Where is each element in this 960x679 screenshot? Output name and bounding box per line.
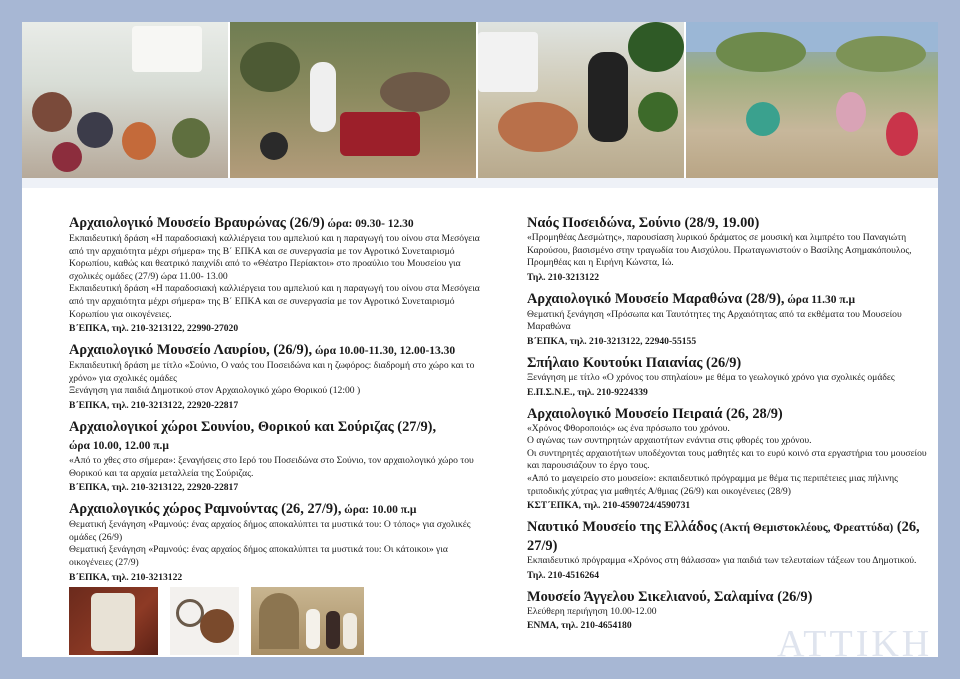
event-text: Θεματική ξενάγηση «Πρόσωπα και Ταυτότητες της Αρχαιότητας από τα εκθέματα του Μουσείου Μαραθώνα (527, 308, 902, 333)
photo-classroom (22, 22, 228, 178)
photo-workshop (478, 22, 684, 178)
event-title: Αρχαιολογικό Μουσείο Βραυρώνας (26/9) ώρα: 09.30- 12.30 (69, 215, 414, 231)
event-text: Οι συντηρητές αρχαιοτήτων υποδέχονται τους μαθητές και το ευρύ κοινό στα εργαστήρια του μουσείου και παρουσιάζουν το έργο τους. (527, 447, 927, 472)
event-text: Ελεύθερη περιήγηση 10.00-12.00 (527, 605, 657, 617)
event-contact: ΚΣΤ΄ΕΠΚΑ, τηλ. 210-4590724/4590731 (527, 500, 691, 512)
event-lavrio (69, 341, 484, 412)
event-contact: Τηλ. 210-4516264 (527, 569, 600, 581)
event-contact: Β΄ΕΠΚΑ, τηλ. 210-3213122 (69, 571, 183, 583)
event-sounio-thoriko (69, 418, 484, 494)
event-title: Σπήλαιο Κουτούκι Παιανίας (26/9) (527, 354, 742, 371)
left-edge (0, 0, 22, 679)
event-text: «Από το μαγειρείο στο μουσείο»: εκπαιδευτικό πρόγραμμα με θέμα τις περιπέτειες μιας πήλινης τριποδικής χύτρας για μαθητές Α/θμιας (26/9) και οικογένειες (28/9) (527, 472, 898, 497)
event-text: Εκπαιδευτική δράση με τίτλο «Σούνιο, Ο ναός του Ποσειδώνα και η ζωφόρος: διαδρομή στο χώρο και το χρόνο» για σχολικές ομάδες (69, 360, 475, 384)
photo-theatre-performance (230, 22, 476, 178)
event-text: Εκπαιδευτικό πρόγραμμα «Χρόνος στη θάλασσα» για παιδιά των τελευταίων τάξεων του Δημοτικού. (527, 555, 917, 567)
event-contact: Β΄ΕΠΚΑ, τηλ. 210-3213122, 22990-27020 (69, 323, 239, 335)
event-text: Εκπαιδευτική δράση «Η παραδοσιακή καλλιέργεια του αμπελιού και η παραγωγή του οίνου στα Μεσόγεια από την αρχαιότητα μέχρι σήμερα» της Β΄ ΕΠΚΑ και σε συνεργασία με τον Αγροτικό Συνεταιρισμό Κορωπίου για οικογένειες. (69, 283, 480, 320)
event-vravrona (69, 214, 484, 335)
thumbnail-marble-relief (69, 587, 158, 655)
event-title: Ναός Ποσειδώνα, Σούνιο (28/9, 19.00) (527, 215, 760, 231)
event-text: Ξενάγηση για παιδιά Δημοτικού στον Αρχαιολογικό χώρο Θορικού (12:00 ) (69, 385, 361, 397)
thumbnail-museum-performance (251, 587, 364, 655)
event-title: Αρχαιολογικό Μουσείο Λαυρίου, (26/9), ώρα 10.00-11.30, 12.00-13.30 (69, 342, 456, 359)
event-piraeus-museum (527, 405, 932, 513)
event-text: Εκπαιδευτική δράση «Η παραδοσιακή καλλιέργεια του αμπελιού και η παραγωγή του οίνου στα Μεσόγεια από την αρχαιότητα μέχρι σήμερα» της Β΄ ΕΠΚΑ και σε συνεργασία με τον Αγροτικό Συνεταιρισμό Κορωπίου, καθώς και θεατρικό παιχνίδι από το «Θέατρο Περίακτοι» στο προαύλιο του Μουσείου για σχολικές ομάδες (27/9) ώρα 11.00- 13.00 (69, 233, 480, 282)
event-ramnous (69, 500, 484, 583)
thumbnail-iron-shackles (170, 587, 239, 655)
event-marathon (527, 290, 932, 348)
divider-strip (22, 178, 938, 188)
event-text: «Από το χθες στο σήμερα»: ξεναγήσεις στο Ιερό του Ποσειδώνα στο Σούνιο, τον αρχαιολογικό χώρο του Θορικού και τα αρχαία μεταλλεία της Σούριζας. (69, 454, 474, 479)
event-title: Αρχαιολογικοί χώροι Σουνίου, Θορικού και Σούριζας (27/9), ώρα 10.00, 12.00 π.μ (69, 418, 437, 452)
event-title: Μουσείο Άγγελου Σικελιανού, Σαλαμίνα (26/9) (527, 588, 813, 605)
event-title: Αρχαιολογικό Μουσείο Πειραιά (26, 28/9) (527, 405, 783, 422)
event-naval-museum (527, 518, 932, 582)
left-column (69, 214, 484, 590)
top-band (0, 0, 960, 22)
event-contact: Β΄ΕΠΚΑ, τηλ. 210-3213122, 22920-22817 (69, 399, 239, 411)
photo-archaeological-site (686, 22, 938, 178)
event-contact: Ε.Π.Σ.Ν.Ε., τηλ. 210-9224339 (527, 386, 648, 398)
event-title: Αρχαιολογικό Μουσείο Μαραθώνα (28/9), ώρα 11.30 π.μ (527, 290, 856, 307)
right-column (527, 214, 932, 638)
event-text: «Προμηθέας Δεσμώτης», παρουσίαση λυρικού δράματος σε μουσική και λιμπρέτο του Παναγιώτη Καρούσου, βασισμένο στην τραγωδία του Αισχύλου. Πρωταγωνιστούν ο Βασίλης Ασημακόπουλος, Προμηθέας και η Ειρήνη Κώνστα, Ιώ. (527, 232, 912, 269)
event-poseidon-temple (527, 214, 932, 284)
event-koutouki-cave (527, 354, 932, 399)
right-edge (938, 0, 960, 679)
event-text: Θεματική ξενάγηση «Ραμνούς: ένας αρχαίος δήμος αποκαλύπτει τα μυστικά του: Ο τόπος» για σχολικές ομάδες (26/9) (69, 519, 471, 543)
event-contact: Β΄ΕΠΚΑ, τηλ. 210-3213122, 22920-22817 (69, 482, 239, 494)
event-title: Αρχαιολογικός χώρος Ραμνούντας (26, 27/9), ώρα: 10.00 π.μ (69, 501, 417, 518)
event-title: Ναυτικό Μουσείο της Ελλάδος (Ακτή Θεμιστοκλέους, Φρεαττύδα) (26, 27/9) (527, 519, 920, 555)
event-text: «Χρόνος Φθοροποιός» ως ένα πρόσωπο του χρόνου. (527, 422, 730, 434)
event-text: Ο αγώνας των συντηρητών αρχαιοτήτων ενάντια στις φθορές του χρόνου. (527, 435, 812, 447)
region-label: ΑΤΤΙΚΗ (777, 623, 933, 665)
event-contact: ΕΝΜΑ, τηλ. 210-4654180 (527, 620, 632, 632)
event-text: Ξενάγηση με τίτλο «Ο χρόνος του σπηλαίου» με θέμα το γεωλογικό χρόνο για σχολικές ομάδες (527, 371, 895, 383)
event-contact: Τηλ. 210-3213122 (527, 271, 600, 283)
event-text: Θεματική ξενάγηση «Ραμνούς: ένας αρχαίος δήμος αποκαλύπτει τα μυστικά του: Οι κάτοικοι» για οικογένειες (27/9) (69, 544, 448, 568)
event-contact: Β΄ΕΠΚΑ, τηλ. 210-3213122, 22940-55155 (527, 335, 697, 347)
